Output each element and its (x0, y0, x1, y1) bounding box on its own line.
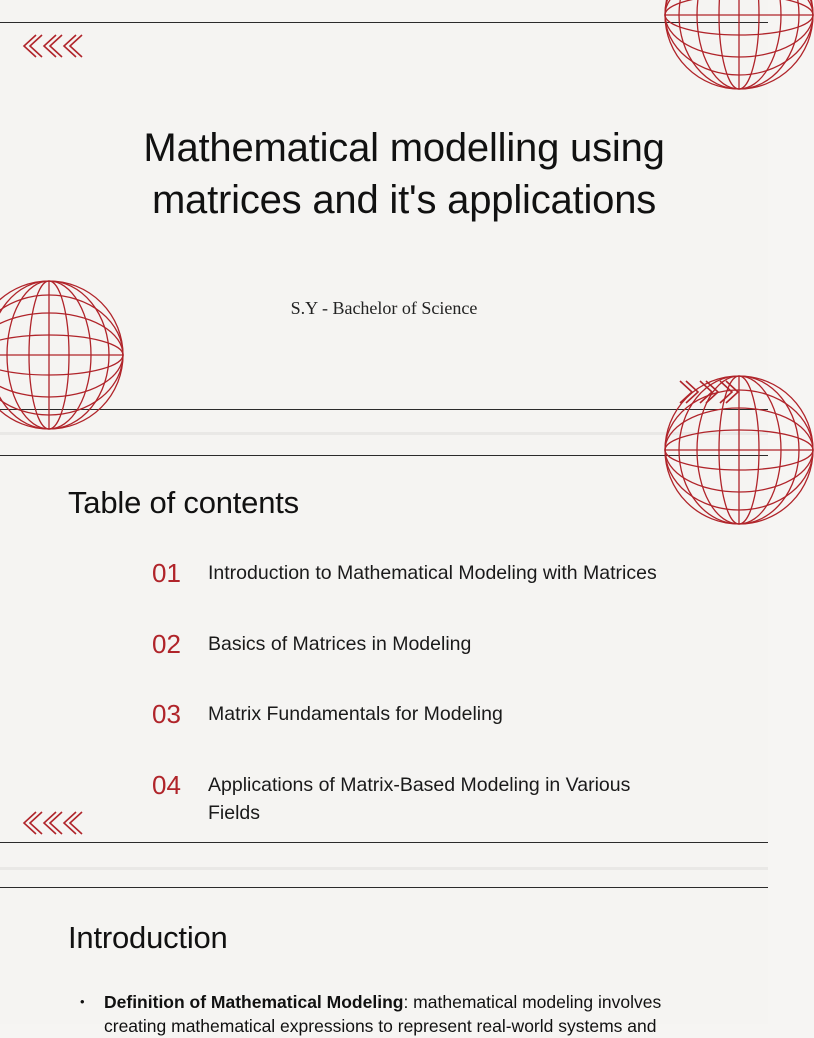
toc-number: 02 (152, 629, 181, 659)
bullet-term: Definition of Mathematical Modeling (104, 992, 404, 1012)
introduction-heading: Introduction (68, 920, 228, 955)
toc-label: Basics of Matrices in Modeling (208, 633, 472, 655)
top-rule (0, 455, 768, 456)
toc-number: 03 (152, 699, 181, 729)
toc-item[interactable] (0, 768, 768, 824)
wireframe-globe-icon (664, 0, 814, 90)
bullet-content (104, 990, 724, 1038)
title-slide (0, 0, 768, 432)
subtitle: S.Y - Bachelor of Science (290, 298, 478, 318)
toc-label: Applications of Matrix-Based Modeling in Various Fields (208, 774, 631, 824)
bottom-rule (0, 842, 768, 843)
toc-item[interactable] (0, 627, 768, 667)
page-title: Mathematical modelling using matrices and it's applications (143, 126, 665, 222)
bullet-icon: • (80, 994, 85, 1009)
toc-heading: Table of contents (68, 485, 299, 520)
toc-number: 01 (152, 558, 181, 588)
toc-label: Matrix Fundamentals for Modeling (208, 703, 503, 725)
wireframe-globe-icon (664, 375, 814, 525)
toc-item[interactable] (0, 697, 768, 737)
triple-chevron-left-icon (20, 809, 92, 837)
toc-item[interactable] (0, 556, 768, 596)
top-rule (0, 887, 768, 888)
table-of-contents-slide (0, 435, 768, 867)
bullet-text: : mathematical modeling involves creating mathematical expressions to represent real-world systems and (104, 992, 662, 1036)
introduction-slide (0, 870, 768, 1036)
triple-chevron-left-icon (20, 32, 92, 60)
toc-number: 04 (152, 770, 181, 800)
top-rule (0, 22, 768, 23)
toc-label: Introduction to Mathematical Modeling with Matrices (208, 562, 657, 584)
